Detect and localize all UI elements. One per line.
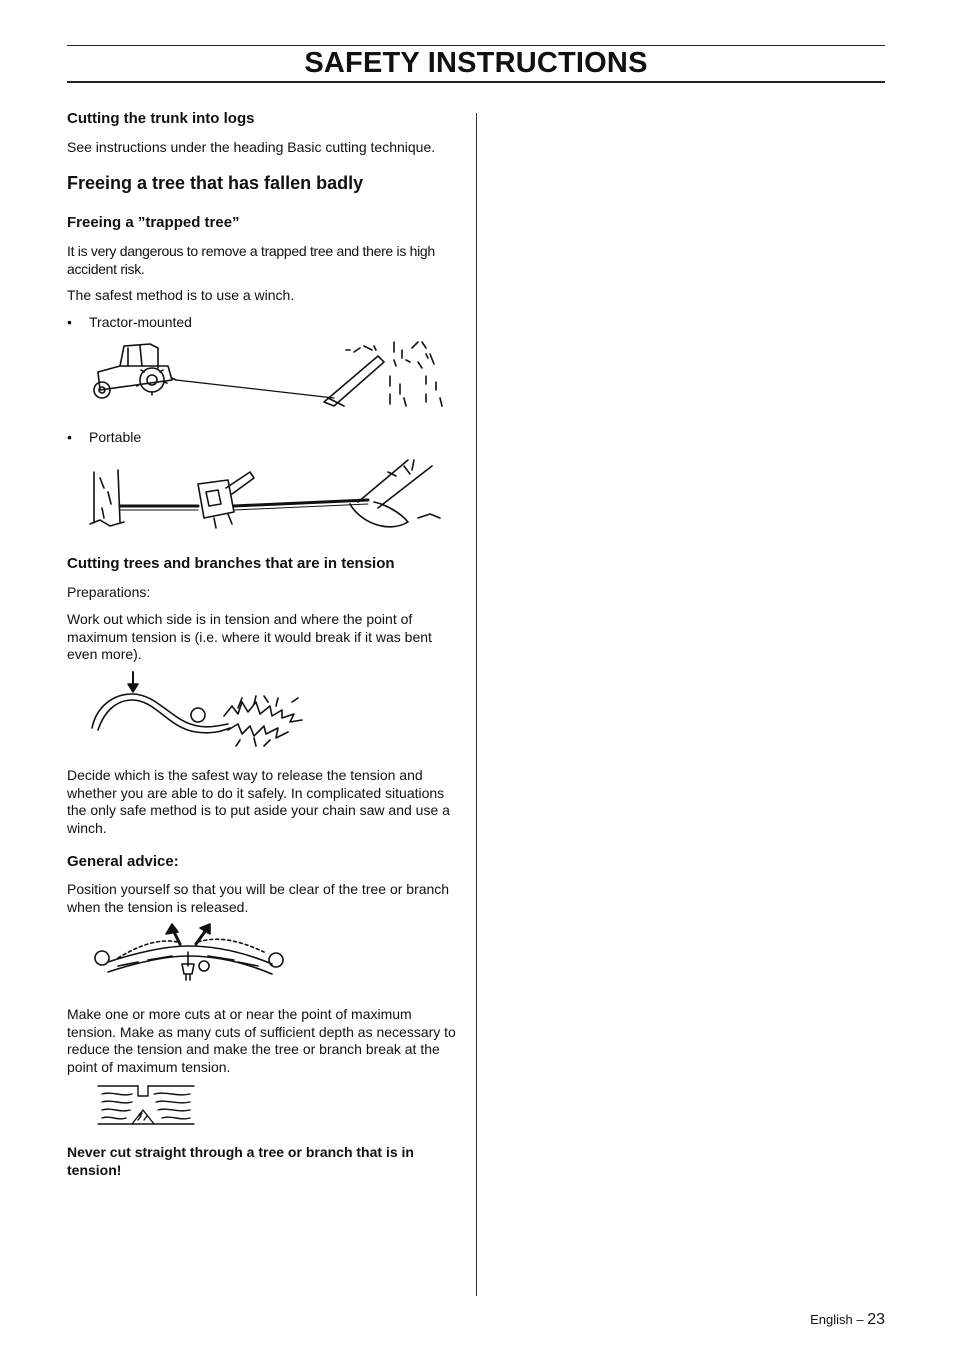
bullet-portable-label: Portable xyxy=(89,429,142,445)
paragraph-advice-1: Position yourself so that you will be clear of the tree or branch when the tension is released. xyxy=(67,881,450,915)
heading-trapped-tree: Freeing a ”trapped tree” xyxy=(67,214,240,231)
tractor-winch-illustration xyxy=(88,336,448,412)
paragraph-cutting-logs: See instructions under the heading Basic cutting technique. xyxy=(67,139,436,155)
page-title: SAFETY INSTRUCTIONS xyxy=(304,47,648,79)
heading-freeing-tree: Freeing a tree that has fallen badly xyxy=(67,173,364,193)
heading-cutting-logs: Cutting the trunk into logs xyxy=(67,110,255,127)
paragraph-tension-1: Work out which side is in tension and where the point of maximum tension is (i.e. where it would break if it was bent even more). xyxy=(67,611,432,662)
bullet-dot-icon: • xyxy=(67,314,72,330)
paragraph-advice-2: Make one or more cuts at or near the point of maximum tension. Make as many cuts of sufficient depth as necessary to reduce the tension and make the tree or branch break at the point of maximum tension. xyxy=(67,1006,456,1075)
bullet-tractor-label: Tractor-mounted xyxy=(89,314,192,330)
page-number: 23 xyxy=(867,1311,885,1328)
heading-tension: Cutting trees and branches that are in tension xyxy=(67,555,395,572)
page-footer xyxy=(810,1311,885,1329)
header-rule xyxy=(67,81,885,83)
column-divider xyxy=(476,113,477,1296)
paragraph-trapped-2: The safest method is to use a winch. xyxy=(67,287,295,303)
footer-dash: – xyxy=(856,1312,864,1327)
warning-text: Never cut straight through a tree or branch that is in tension! xyxy=(67,1144,414,1178)
bullet-tractor xyxy=(67,314,192,331)
paragraph-preparations: Preparations: xyxy=(67,584,151,600)
release-tension-illustration xyxy=(88,922,292,986)
heading-general-advice: General advice: xyxy=(67,853,179,870)
portable-winch-illustration xyxy=(88,452,448,532)
tension-branch-illustration xyxy=(88,668,328,750)
bullet-dot-icon: • xyxy=(67,429,72,445)
bullet-portable xyxy=(67,429,141,446)
footer-language: English xyxy=(810,1312,853,1327)
paragraph-tension-2: Decide which is the safest way to release the tension and whether you are able to do it safely. In complicated situations the only safe method is to put aside your chain saw and use a winch. xyxy=(67,767,450,836)
cut-depth-illustration xyxy=(94,1080,198,1130)
paragraph-trapped-1: It is very dangerous to remove a trapped tree and there is high accident risk. xyxy=(67,243,435,277)
